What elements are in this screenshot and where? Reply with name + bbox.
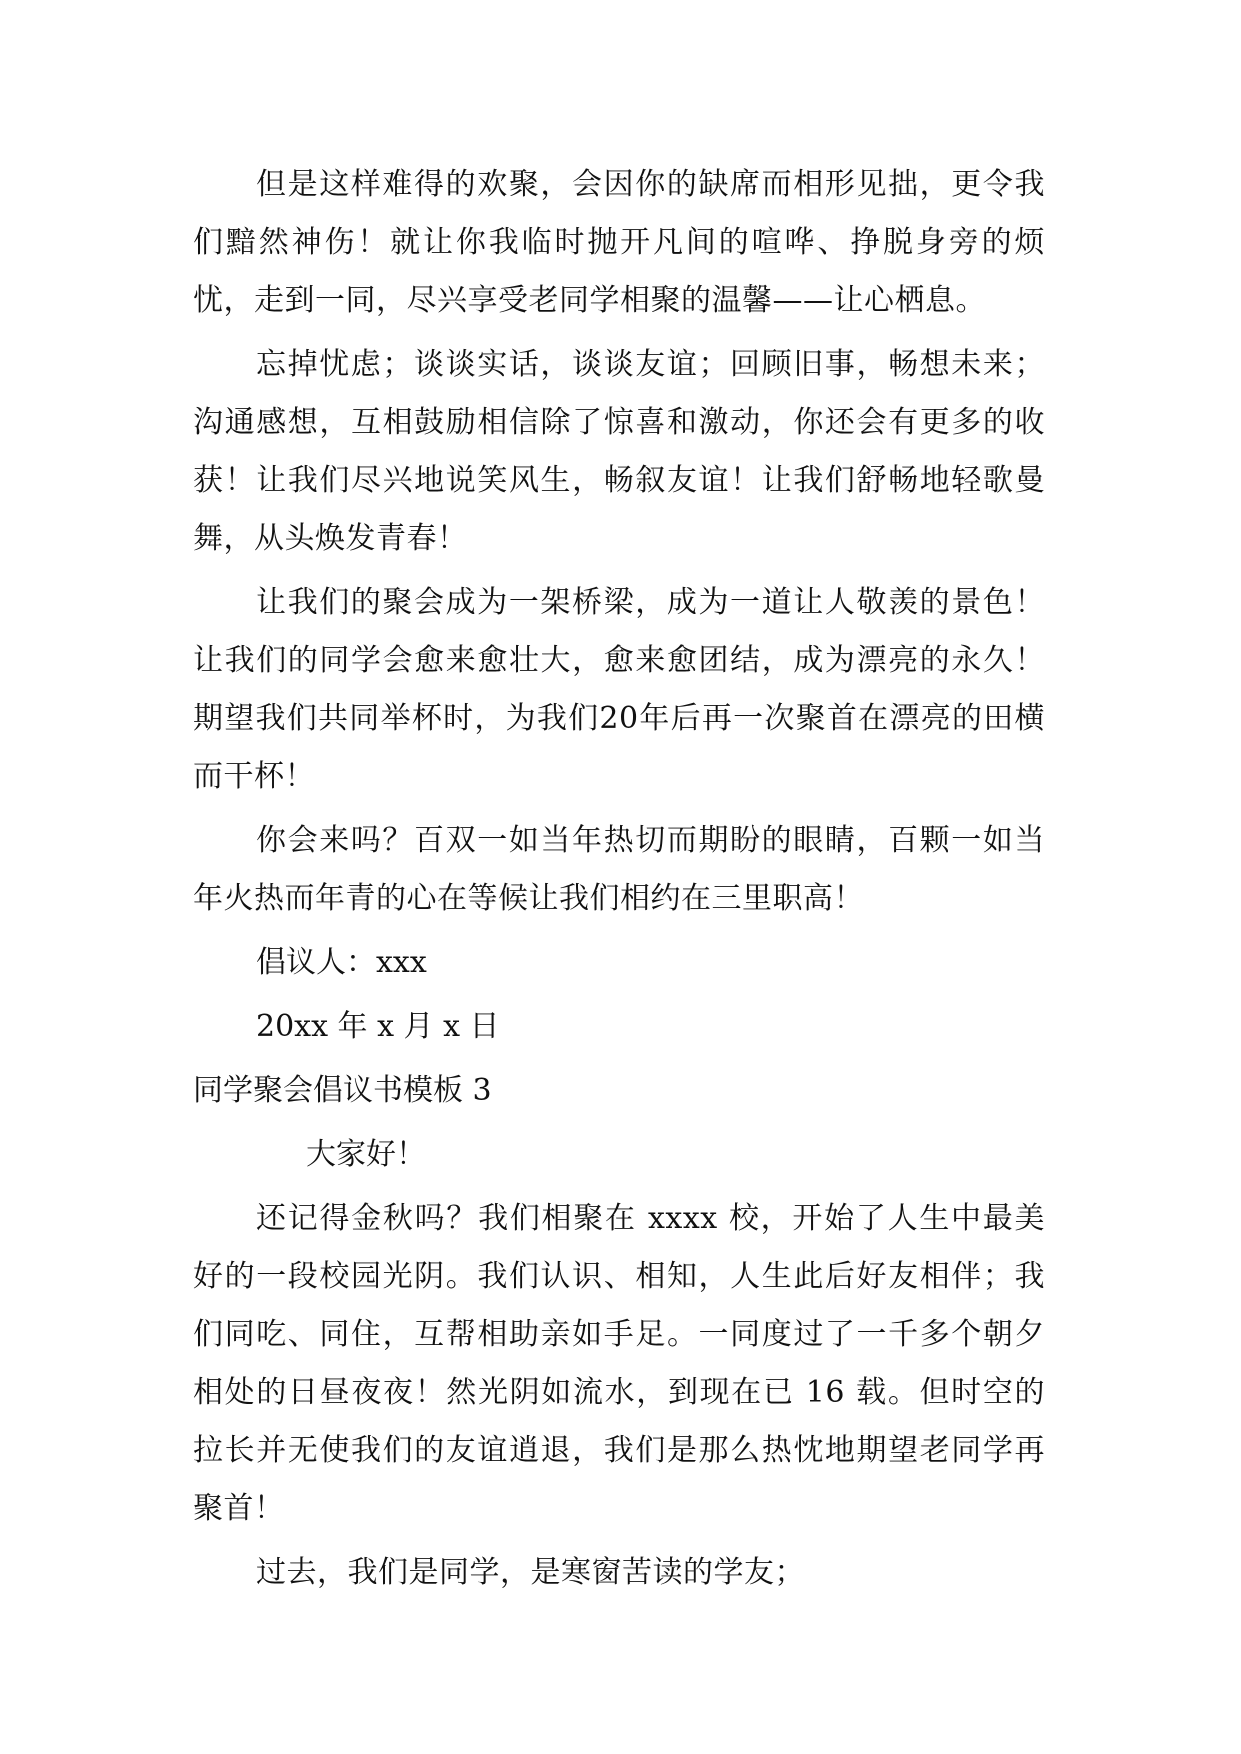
document-body (193, 156, 1045, 1602)
paragraph-3: 让我们的聚会成为一架桥梁，成为一道让人敬羡的景色！让我们的同学会愈来愈壮大，愈来愈团结，成为漂亮的永久！期望我们共同举杯时，为我们20年后再一次聚首在漂亮的田横而干杯！ (193, 585, 1045, 794)
greeting-line: 大家好！ (306, 1137, 426, 1172)
paragraph-6: 过去，我们是同学，是寒窗苦读的学友； (256, 1555, 805, 1590)
signature-line: 倡议人：xxx (256, 945, 427, 980)
paragraph-5: 还记得金秋吗？我们相聚在 xxxx 校，开始了人生中最美好的一段校园光阴。我们认识、相知，人生此后好友相伴；我们同吃、同住，互帮相助亲如手足。一同度过了一千多个朝夕相处的日昼夜夜！然光阴如流水，到现在已 16 载。但时空的拉长并无使我们的友谊逍退，我们是那么热忱地期望老同学再聚首！ (193, 1201, 1045, 1526)
date-line: 20xx 年 x 月 x 日 (256, 1009, 500, 1044)
section-title: 同学聚会倡议书模板 3 (193, 1073, 492, 1108)
paragraph-1: 但是这样难得的欢聚，会因你的缺席而相形见拙，更令我们黯然神伤！就让你我临时抛开凡间的喧哗、挣脱身旁的烦忧，走到一同，尽兴享受老同学相聚的温馨——让心栖息。 (193, 167, 1045, 318)
paragraph-2: 忘掉忧虑；谈谈实话，谈谈友谊；回顾旧事，畅想未来；沟通感想，互相鼓励相信除了惊喜和激动，你还会有更多的收获！让我们尽兴地说笑风生，畅叙友谊！让我们舒畅地轻歌曼舞，从头焕发青春！ (193, 347, 1045, 556)
paragraph-4: 你会来吗？百双一如当年热切而期盼的眼睛，百颗一如当年火热而年青的心在等候让我们相约在三里职高！ (193, 823, 1045, 916)
